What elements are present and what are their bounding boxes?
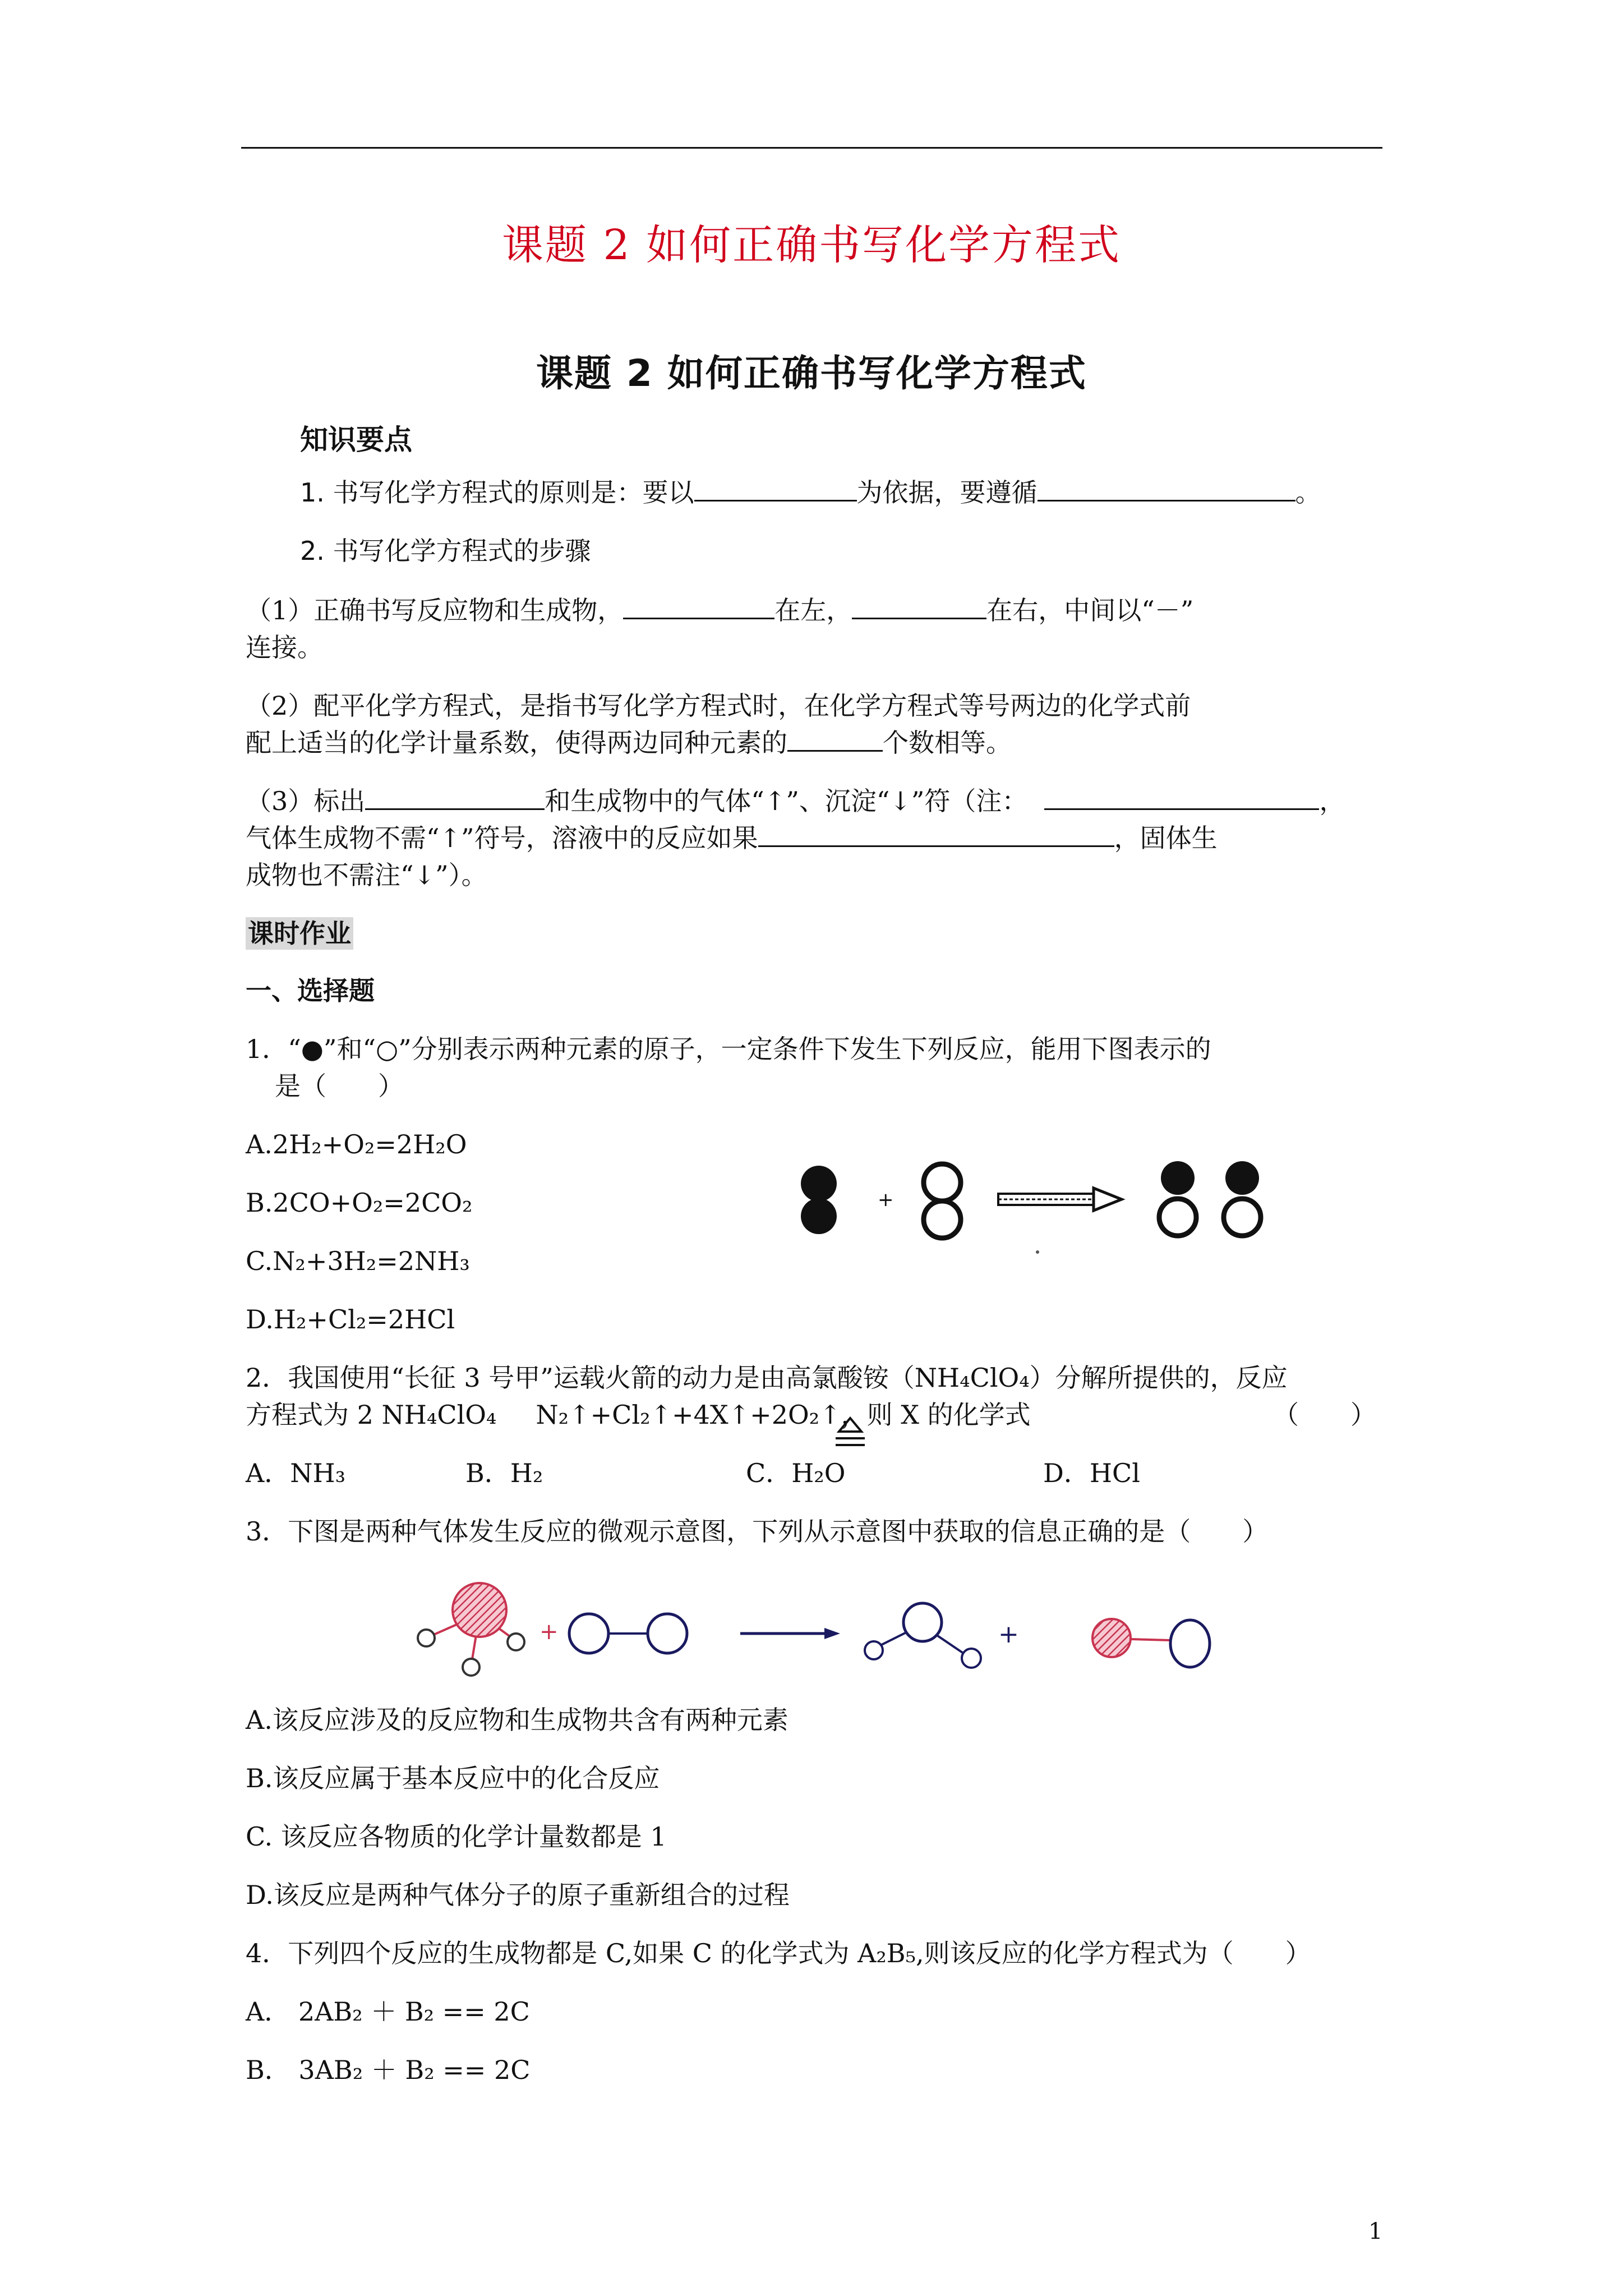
q1-stem-line-1: 1．“●”和“○”分别表示两种元素的原子，一定条件下发生下列反应，能用下图表示的 <box>246 1034 1211 1064</box>
q3-option-a: A.该反应涉及的反应物和生成物共含有两种元素 <box>246 1705 789 1735</box>
q2-answer-paren: （ ） <box>1273 1400 1376 1430</box>
blank-7 <box>1044 784 1319 810</box>
page-number: 1 <box>1368 2219 1383 2244</box>
product-molecule-2 <box>1092 1619 1210 1667</box>
homework-heading: 课时作业 <box>246 915 353 951</box>
reactant-molecule-2 <box>569 1614 687 1653</box>
white-atom <box>924 1164 961 1201</box>
white-atom <box>1224 1199 1261 1236</box>
knowledge-item-2: 2. 书写化学方程式的步骤 <box>300 536 591 566</box>
blank-1 <box>694 475 857 501</box>
step-1-line-1: （1）正确书写反应物和生成物， 在左， 在右，中间以“－” <box>246 592 1193 628</box>
q2-option-c: C．H₂O <box>746 1458 846 1488</box>
q1-reaction-diagram <box>774 1144 1279 1257</box>
q3-option-c: C. 该反应各物质的化学计量数都是 1 <box>246 1821 667 1852</box>
product-molecule-1 <box>865 1603 981 1668</box>
blank-2 <box>1038 475 1295 501</box>
header-rule <box>241 147 1382 149</box>
knowledge-item-1: 1. 书写化学方程式的原则是：要以 为依据，要遵循 。 <box>300 475 1321 510</box>
blank-5 <box>787 725 883 752</box>
black-atom <box>1225 1161 1259 1195</box>
blank-4 <box>852 593 986 619</box>
step-2-line-2: 配上适当的化学计量系数，使得两边同种元素的 个数相等。 <box>246 725 1012 761</box>
page-title: 课题 2 如何正确书写化学方程式 <box>501 221 1122 269</box>
step-1-line-2: 连接。 <box>246 632 323 662</box>
plus-sign: + <box>878 1189 894 1211</box>
q4-option-b: B． 3AB₂ ＋ B₂ == 2C <box>246 2055 531 2085</box>
q1-option-c: C.N₂+3H₂=2NH₃ <box>246 1246 470 1276</box>
step-2-line-1: （2）配平化学方程式，是指书写化学方程式时，在化学方程式等号两边的化学式前 <box>246 691 1191 721</box>
step-3-line-2: 气体生成物不需“↑”符号，溶液中的反应如果 ，固体生 <box>246 820 1218 856</box>
q3-stem: 3．下图是两种气体发生反应的微观示意图，下列从示意图中获取的信息正确的是（ ） <box>246 1516 1269 1547</box>
step-3-line-3: 成物也不需注“↓”）。 <box>246 860 487 890</box>
plus-sign: + <box>998 1620 1019 1649</box>
q2-option-d: D．HCl <box>1043 1458 1140 1488</box>
white-atom <box>1159 1199 1196 1236</box>
black-atom <box>801 1166 837 1202</box>
black-atom <box>801 1198 837 1234</box>
reactant-molecule-1 <box>418 1583 524 1676</box>
q4-stem: 4．下列四个反应的生成物都是 C,如果 C 的化学式为 A₂B₅,则该反应的化学方程式为（ ） <box>246 1938 1311 1968</box>
black-atom <box>1161 1161 1195 1195</box>
q2-option-b: B．H₂ <box>465 1458 543 1488</box>
q2-stem-line-2: 方程式为 2 NH₄ClO₄ N₂↑+Cl₂↑+4X↑+2O₂↑，则 X 的化学式 <box>246 1400 1031 1430</box>
blank-6 <box>365 784 545 810</box>
section-title: 课题 2 如何正确书写化学方程式 <box>536 352 1087 395</box>
blank-3 <box>623 593 774 619</box>
q3-option-d: D.该反应是两种气体分子的原子重新组合的过程 <box>246 1880 790 1910</box>
arrow-icon <box>740 1628 840 1639</box>
white-atom <box>924 1201 961 1238</box>
q3-option-b: B.该反应属于基本反应中的化合反应 <box>246 1763 660 1793</box>
q1-stem-line-2: 是（ ） <box>275 1071 404 1101</box>
heat-triangle-icon <box>833 1416 867 1450</box>
q2-stem-line-1: 2．我国使用“长征 3 号甲”运载火箭的动力是由高氯酸铵（NH₄ClO₄）分解所提供的，反应 <box>246 1363 1288 1393</box>
q1-option-d: D.H₂+Cl₂=2HCl <box>246 1304 455 1335</box>
knowledge-heading: 知识要点 <box>300 424 412 456</box>
plus-sign: + <box>540 1619 559 1645</box>
q1-option-a: A.2H₂+O₂=2H₂O <box>246 1129 467 1159</box>
q2-option-a: A．NH₃ <box>246 1458 346 1488</box>
step-3-line-1: （3）标出 和生成物中的气体“↑”、沉淀“↓”符（注： ， <box>246 783 1345 819</box>
q3-molecule-diagram <box>415 1571 1234 1688</box>
q4-option-a: A． 2AB₂ ＋ B₂ == 2C <box>246 1996 530 2027</box>
q1-option-b: B.2CO+O₂=2CO₂ <box>246 1188 473 1218</box>
arrow-icon <box>998 1188 1122 1211</box>
section-choice-heading: 一、选择题 <box>246 976 375 1006</box>
blank-8 <box>758 821 1114 847</box>
